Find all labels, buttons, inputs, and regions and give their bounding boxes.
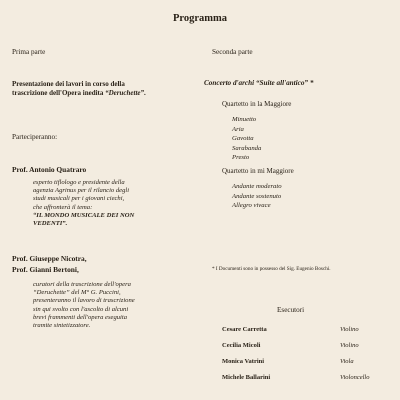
speaker-2-bio: curatori della trascrizione dell'opera “Deruchette” del M° G. Puccini, presenteranno il lavoro di trascrizione sin qui svolto con l'ascolto di alcuni brevi frammenti dell'opera eseguita tramite sintetizzatore. [33, 281, 135, 330]
speaker-2-names [12, 254, 87, 275]
speaker-1-bio: esperto tiflologo e presidente della agenzia Agrinus per il rilancio degli studi musicali per i giovani ciechi, che affronterà il tema: “IL MONDO MUSICALE DEI NON VEDENTI”. [33, 179, 208, 228]
intro-line-2: trascrizione dell'Opera inedita “Deruchette”. [12, 89, 146, 97]
performer-instrument: Viola [340, 358, 354, 365]
participants-label: Parteciperanno: [12, 133, 58, 141]
movement: Minuetto [232, 116, 257, 123]
performer-name: Monica Vatrini [222, 358, 265, 365]
movement: Andante sostenuto [232, 192, 282, 200]
footnote: * I Documenti sono in possesso del Sig. Eugenio Boschi. [212, 266, 331, 272]
opera-title: “Deruchette” [105, 89, 145, 97]
intro-text [12, 80, 212, 98]
page-title: Programma [172, 13, 228, 24]
performers-list [222, 326, 392, 386]
speaker-2-name-1: Prof. Giuseppe Nicotra, [12, 254, 87, 263]
performer-name: Cecilia Micoli [222, 342, 261, 349]
quartet-1-movements [232, 115, 261, 163]
movement: Allegro vivace [232, 202, 271, 210]
first-part-heading: Prima parte [12, 48, 46, 56]
performer-instrument: Violoncello [340, 374, 370, 381]
intro-line-1: Presentazione dei lavori in corso della [12, 80, 125, 88]
quartet-1-title: Quartetto in la Maggiore [222, 100, 292, 108]
speaker-2-name-2: Prof. Gianni Bertoni, [12, 264, 79, 274]
performer-instrument: Violino [340, 342, 359, 349]
movement: Sarabanda [232, 144, 262, 152]
second-part-heading: Seconda parte [212, 48, 253, 56]
speaker-1-name: Prof. Antonio Quatraro [12, 165, 87, 174]
performer-instrument: Violino [340, 326, 359, 333]
movement: Aria [232, 125, 244, 133]
movement: Andante moderato [232, 183, 282, 190]
movement: Presto [232, 154, 250, 162]
quartet-2-title: Quartetto in mi Maggiore [222, 167, 294, 175]
quartet-2-movements [232, 182, 282, 211]
speaker-1-theme: “IL MONDO MUSICALE DEI NON VEDENTI”. [33, 211, 135, 228]
movement: Gavotta [232, 135, 254, 143]
concert-title: Concerto d'archi “Suite all'antico” * [204, 79, 314, 87]
performers-title: Esecutori [277, 306, 305, 314]
performer-name: Cesare Carretta [222, 326, 267, 333]
performer-name: Michele Ballarini [222, 374, 271, 381]
